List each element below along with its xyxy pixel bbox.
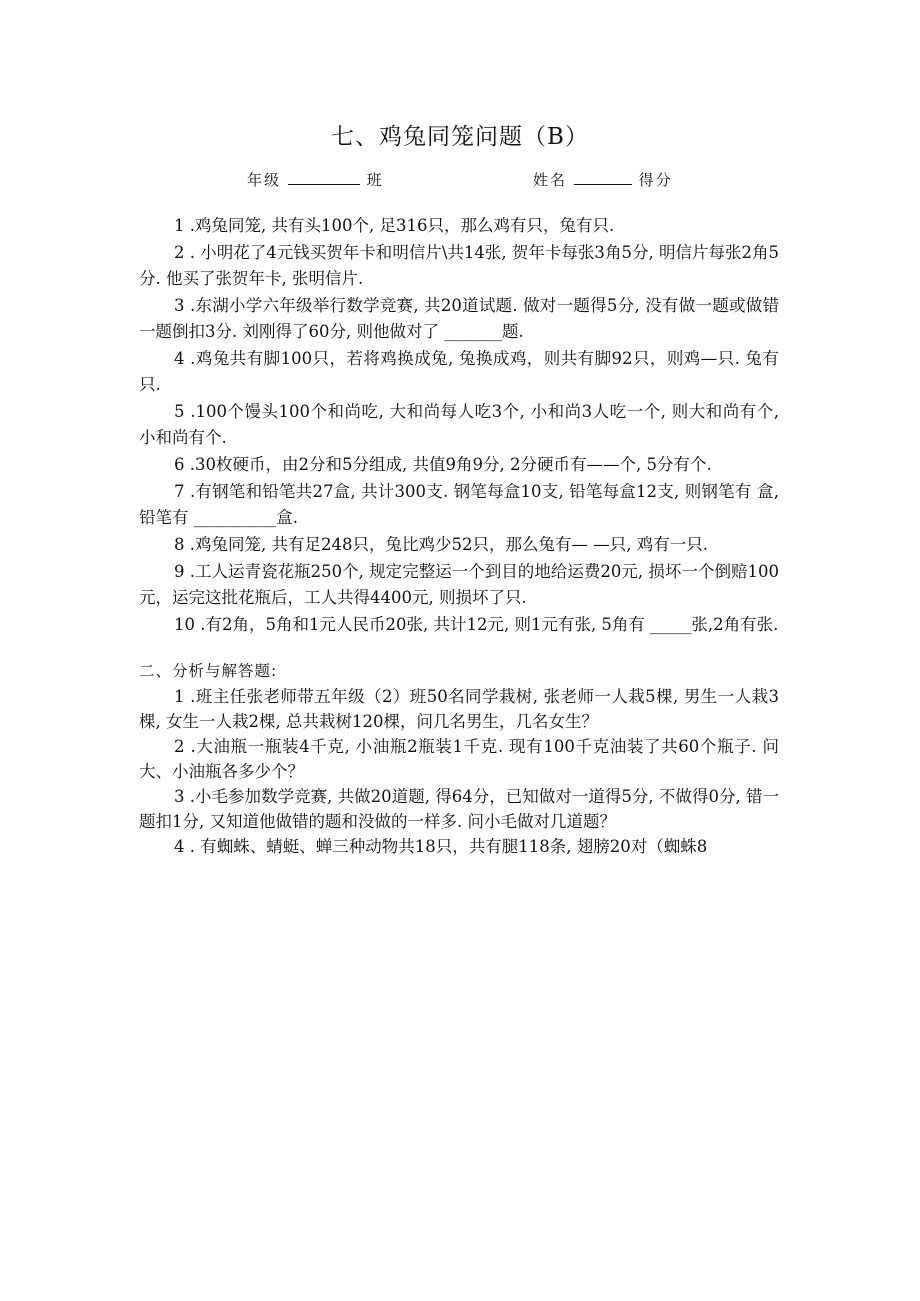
fill-in-question-2: 2 . 小明花了4元钱买贺年卡和明信片\共14张, 贺年卡每张3角5分, 明信片每张2角5分. 他买了张贺年卡, 张明信片. xyxy=(139,243,779,288)
fill-in-question-4: 4 .鸡兔共有脚100只，若将鸡换成兔, 兔换成鸡，则共有脚92只，则鸡—只. 兔有只. xyxy=(139,349,779,394)
grade-blank[interactable] xyxy=(288,170,360,185)
grade-label: 年级 xyxy=(247,171,282,189)
name-score-field xyxy=(533,169,673,190)
fill-in-question-8: 8 .鸡兔同笼, 共有足248只，兔比鸡少52只，那么兔有— —只, 鸡有一只. xyxy=(174,535,708,554)
fill-in-question-7: 7 .有钢笔和铅笔共27盒, 共计300支. 钢笔每盒10支, 铅笔每盒12支, 则钢笔有 盒, 铅笔有 __________盒. xyxy=(139,482,779,527)
name-label: 姓名 xyxy=(533,171,568,189)
score-label: 得分 xyxy=(638,171,673,189)
analysis-question-1: 1 .班主任张老师带五年级（2）班50名同学栽树, 张老师一人栽5棵, 男生一人栽3棵, 女生一人栽2棵, 总共栽树120棵，问几名男生，几名女生？ xyxy=(139,687,779,731)
fill-in-question-10: 10 .有2角，5角和1元人民币20张, 共计12元, 则1元有张, 5角有 _____张,2角有张. xyxy=(174,615,779,634)
analysis-question-2: 2 .大油瓶一瓶装4千克, 小油瓶2瓶装1千克. 现有100千克油装了共60个瓶子. 问大、小油瓶各多少个？ xyxy=(139,737,779,781)
name-blank[interactable] xyxy=(574,170,632,185)
fill-in-question-3: 3 .东湖小学六年级举行数学竞赛, 共20道试题. 做对一题得5分, 没有做一题或做错一题倒扣3分. 刘刚得了60分, 则他做对了 _______题. xyxy=(139,296,779,341)
section-2-heading: 二、分析与解答题: xyxy=(139,662,278,680)
fill-in-question-1: 1 .鸡兔同笼, 共有头100个, 足316只，那么鸡有只，兔有只. xyxy=(174,216,615,235)
analysis-question-4: 4 . 有蜘蛛、蜻蜓、蝉三种动物共18只，共有腿118条, 翅膀20对（蜘蛛8 xyxy=(174,837,708,856)
fill-in-question-9: 9 .工人运青瓷花瓶250个, 规定完整运一个到目的地给运费20元, 损坏一个倒赔100元，运完这批花瓶后，工人共得4400元, 则损坏了只. xyxy=(139,562,779,607)
question-list xyxy=(139,213,779,859)
fill-in-question-5: 5 .100个馒头100个和尚吃, 大和尚每人吃3个, 小和尚3人吃一个, 则大和尚有个, 小和尚有个. xyxy=(139,402,779,447)
page-title: 七、鸡兔同笼问题（B） xyxy=(331,124,589,150)
analysis-question-3: 3 .小毛参加数学竞赛, 共做20道题, 得64分，已知做对一道得5分, 不做得0分, 错一题扣1分, 又知道他做错的题和没做的一样多. 问小毛做对几道题？ xyxy=(139,787,779,831)
class-label: 班 xyxy=(366,171,384,189)
fill-in-question-6: 6 .30枚硬币，由2分和5分组成, 共值9角9分, 2分硬币有——个, 5分有个. xyxy=(174,455,712,474)
grade-class-field xyxy=(247,169,384,190)
